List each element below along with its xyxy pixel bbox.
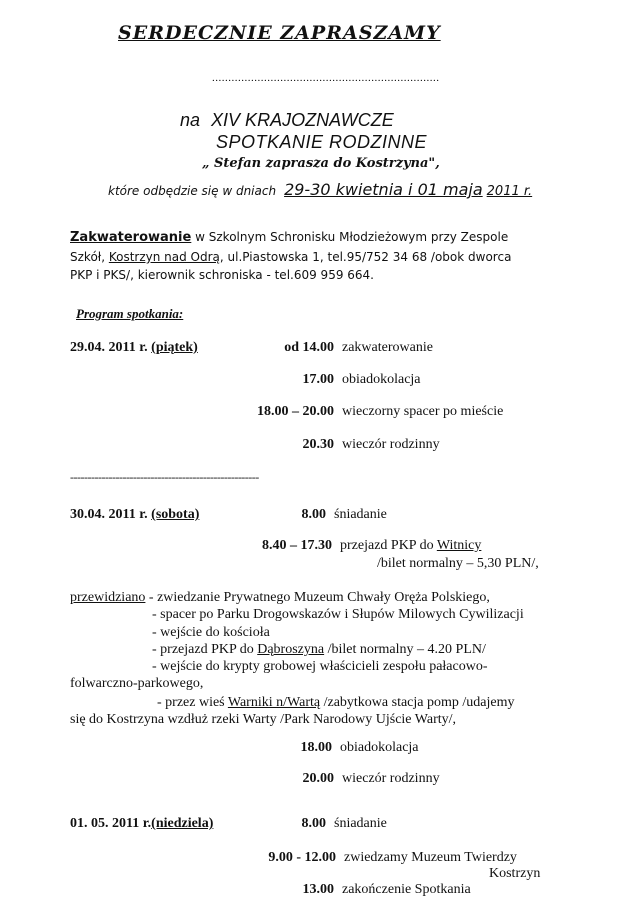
day2-evening: wieczór rodzinny xyxy=(342,771,440,786)
day3-museum: zwiedzamy Muzeum Twierdzy xyxy=(344,850,517,865)
planned-item-4 xyxy=(152,642,486,658)
page-title: SERDECZNIE ZAPRASZAMY xyxy=(118,22,441,44)
lodging-city: Kostrzyn nad Odrą xyxy=(108,250,220,264)
day1-activity-4: wieczór rodzinny xyxy=(342,437,440,452)
day3-museum-time: 9.00 - 12.00 xyxy=(268,850,336,865)
day2-train xyxy=(340,538,481,554)
lodging-line-2-b: , ul.Piastowska 1, tel.95/752 34 68 /obok dworca xyxy=(219,250,512,264)
event-line-1 xyxy=(180,110,394,131)
planned-label: przewidziano xyxy=(70,590,146,605)
lodging-line-2 xyxy=(70,250,511,264)
planned-item-4-destination: Dąbroszyna xyxy=(257,642,325,657)
day3-breakfast: śniadanie xyxy=(334,816,387,831)
day3-closing: zakończenie Spotkania xyxy=(342,882,471,897)
lodging-line-1-text: w Szkolnym Schronisku Młodzieżowym przy Zespole xyxy=(191,230,509,244)
day2-train-text: przejazd PKP do xyxy=(340,538,437,553)
section-separator: ------------------------------------------------------ xyxy=(70,470,259,484)
day1-time-2: 17.00 xyxy=(302,372,334,387)
day2-train-ticket: /bilet normalny – 5,30 PLN/, xyxy=(377,556,539,571)
day1-date-text: 29.04. 2011 r. xyxy=(70,340,152,355)
dotted-divider: ...................................................................... xyxy=(212,72,440,84)
planned-item-5: - wejście do krypty grobowej właścicieli zespołu pałacowo- xyxy=(152,659,488,674)
day2-dinner-time: 18.00 xyxy=(300,740,332,755)
lodging-label: Zakwaterowanie xyxy=(70,230,192,245)
event-motto: „ Stefan zaprasza do Kostrzyna", xyxy=(202,156,440,171)
day2-dinner: obiadokolacja xyxy=(340,740,419,755)
planned-item-5-cont: folwarczno-parkowego, xyxy=(70,676,204,691)
program-heading: Program spotkania: xyxy=(76,306,184,321)
day3-museum-cont: Kostrzyn xyxy=(489,866,541,881)
day1-activity-2: obiadokolacja xyxy=(342,372,421,387)
day3-closing-time: 13.00 xyxy=(302,882,334,897)
day3-date-text: 01. 05. 2011 r. xyxy=(70,816,152,831)
event-prefix: na xyxy=(180,110,201,130)
day1-activity-1: zakwaterowanie xyxy=(342,340,433,355)
event-dates-line xyxy=(108,180,532,200)
day1-time-1: od 14.00 xyxy=(284,340,334,355)
dates-range: 29-30 kwietnia i 01 maja xyxy=(284,180,483,199)
day2-train-destination: Witnicy xyxy=(436,538,482,553)
day2-weekday: (sobota) xyxy=(151,507,200,522)
lodging-line-3: PKP i PKS/, kierownik schroniska - tel.609 959 664. xyxy=(70,268,374,282)
day2-evening-time: 20.00 xyxy=(302,771,334,786)
day1-date xyxy=(70,340,198,356)
lodging-line-1 xyxy=(70,230,508,245)
dates-year: 2011 r. xyxy=(486,184,533,199)
day2-breakfast-time: 8.00 xyxy=(301,507,326,522)
event-name-line-2: SPOTKANIE RODZINNE xyxy=(216,132,428,152)
day2-date xyxy=(70,507,199,523)
dates-prefix: które odbędzie się w dniach xyxy=(108,184,277,198)
planned-item-6-a: - przez wieś xyxy=(157,695,228,710)
event-name-line-1: XIV KRAJOZNAWCZE xyxy=(211,110,394,130)
planned-item-6-b: /zabytkowa stacja pomp /udajemy xyxy=(320,695,515,710)
day1-weekday: (piątek) xyxy=(151,340,198,355)
planned-item-6 xyxy=(157,695,514,711)
planned-item-4-b: /bilet normalny – 4.20 PLN/ xyxy=(324,642,486,657)
day1-time-4: 20.30 xyxy=(302,437,334,452)
lodging-line-2-a: Szkół, xyxy=(70,250,109,264)
day1-time-3: 18.00 – 20.00 xyxy=(257,404,334,419)
day3-date xyxy=(70,816,213,832)
day3-breakfast-time: 8.00 xyxy=(301,816,326,831)
day3-weekday: (niedziela) xyxy=(151,816,214,831)
day2-train-time: 8.40 – 17.30 xyxy=(262,538,332,553)
planned-item-2: - spacer po Parku Drogowskazów i Słupów Milowych Cywilizacji xyxy=(152,607,524,622)
planned-item-6-cont: się do Kostrzyna wzdłuż rzeki Warty /Park Narodowy Ujście Warty/, xyxy=(70,712,457,727)
planned-item-4-a: - przejazd PKP do xyxy=(152,642,258,657)
day2-breakfast: śniadanie xyxy=(334,507,387,522)
planned-item-3: - wejście do kościoła xyxy=(152,625,270,640)
planned-item-1: - zwiedzanie Prywatnego Muzeum Chwały Oręża Polskiego, xyxy=(145,590,490,605)
planned-line-1 xyxy=(70,590,490,606)
planned-item-6-place: Warniki n/Wartą xyxy=(227,695,321,710)
day2-date-text: 30.04. 2011 r. xyxy=(70,507,152,522)
day1-activity-3: wieczorny spacer po mieście xyxy=(342,404,504,419)
